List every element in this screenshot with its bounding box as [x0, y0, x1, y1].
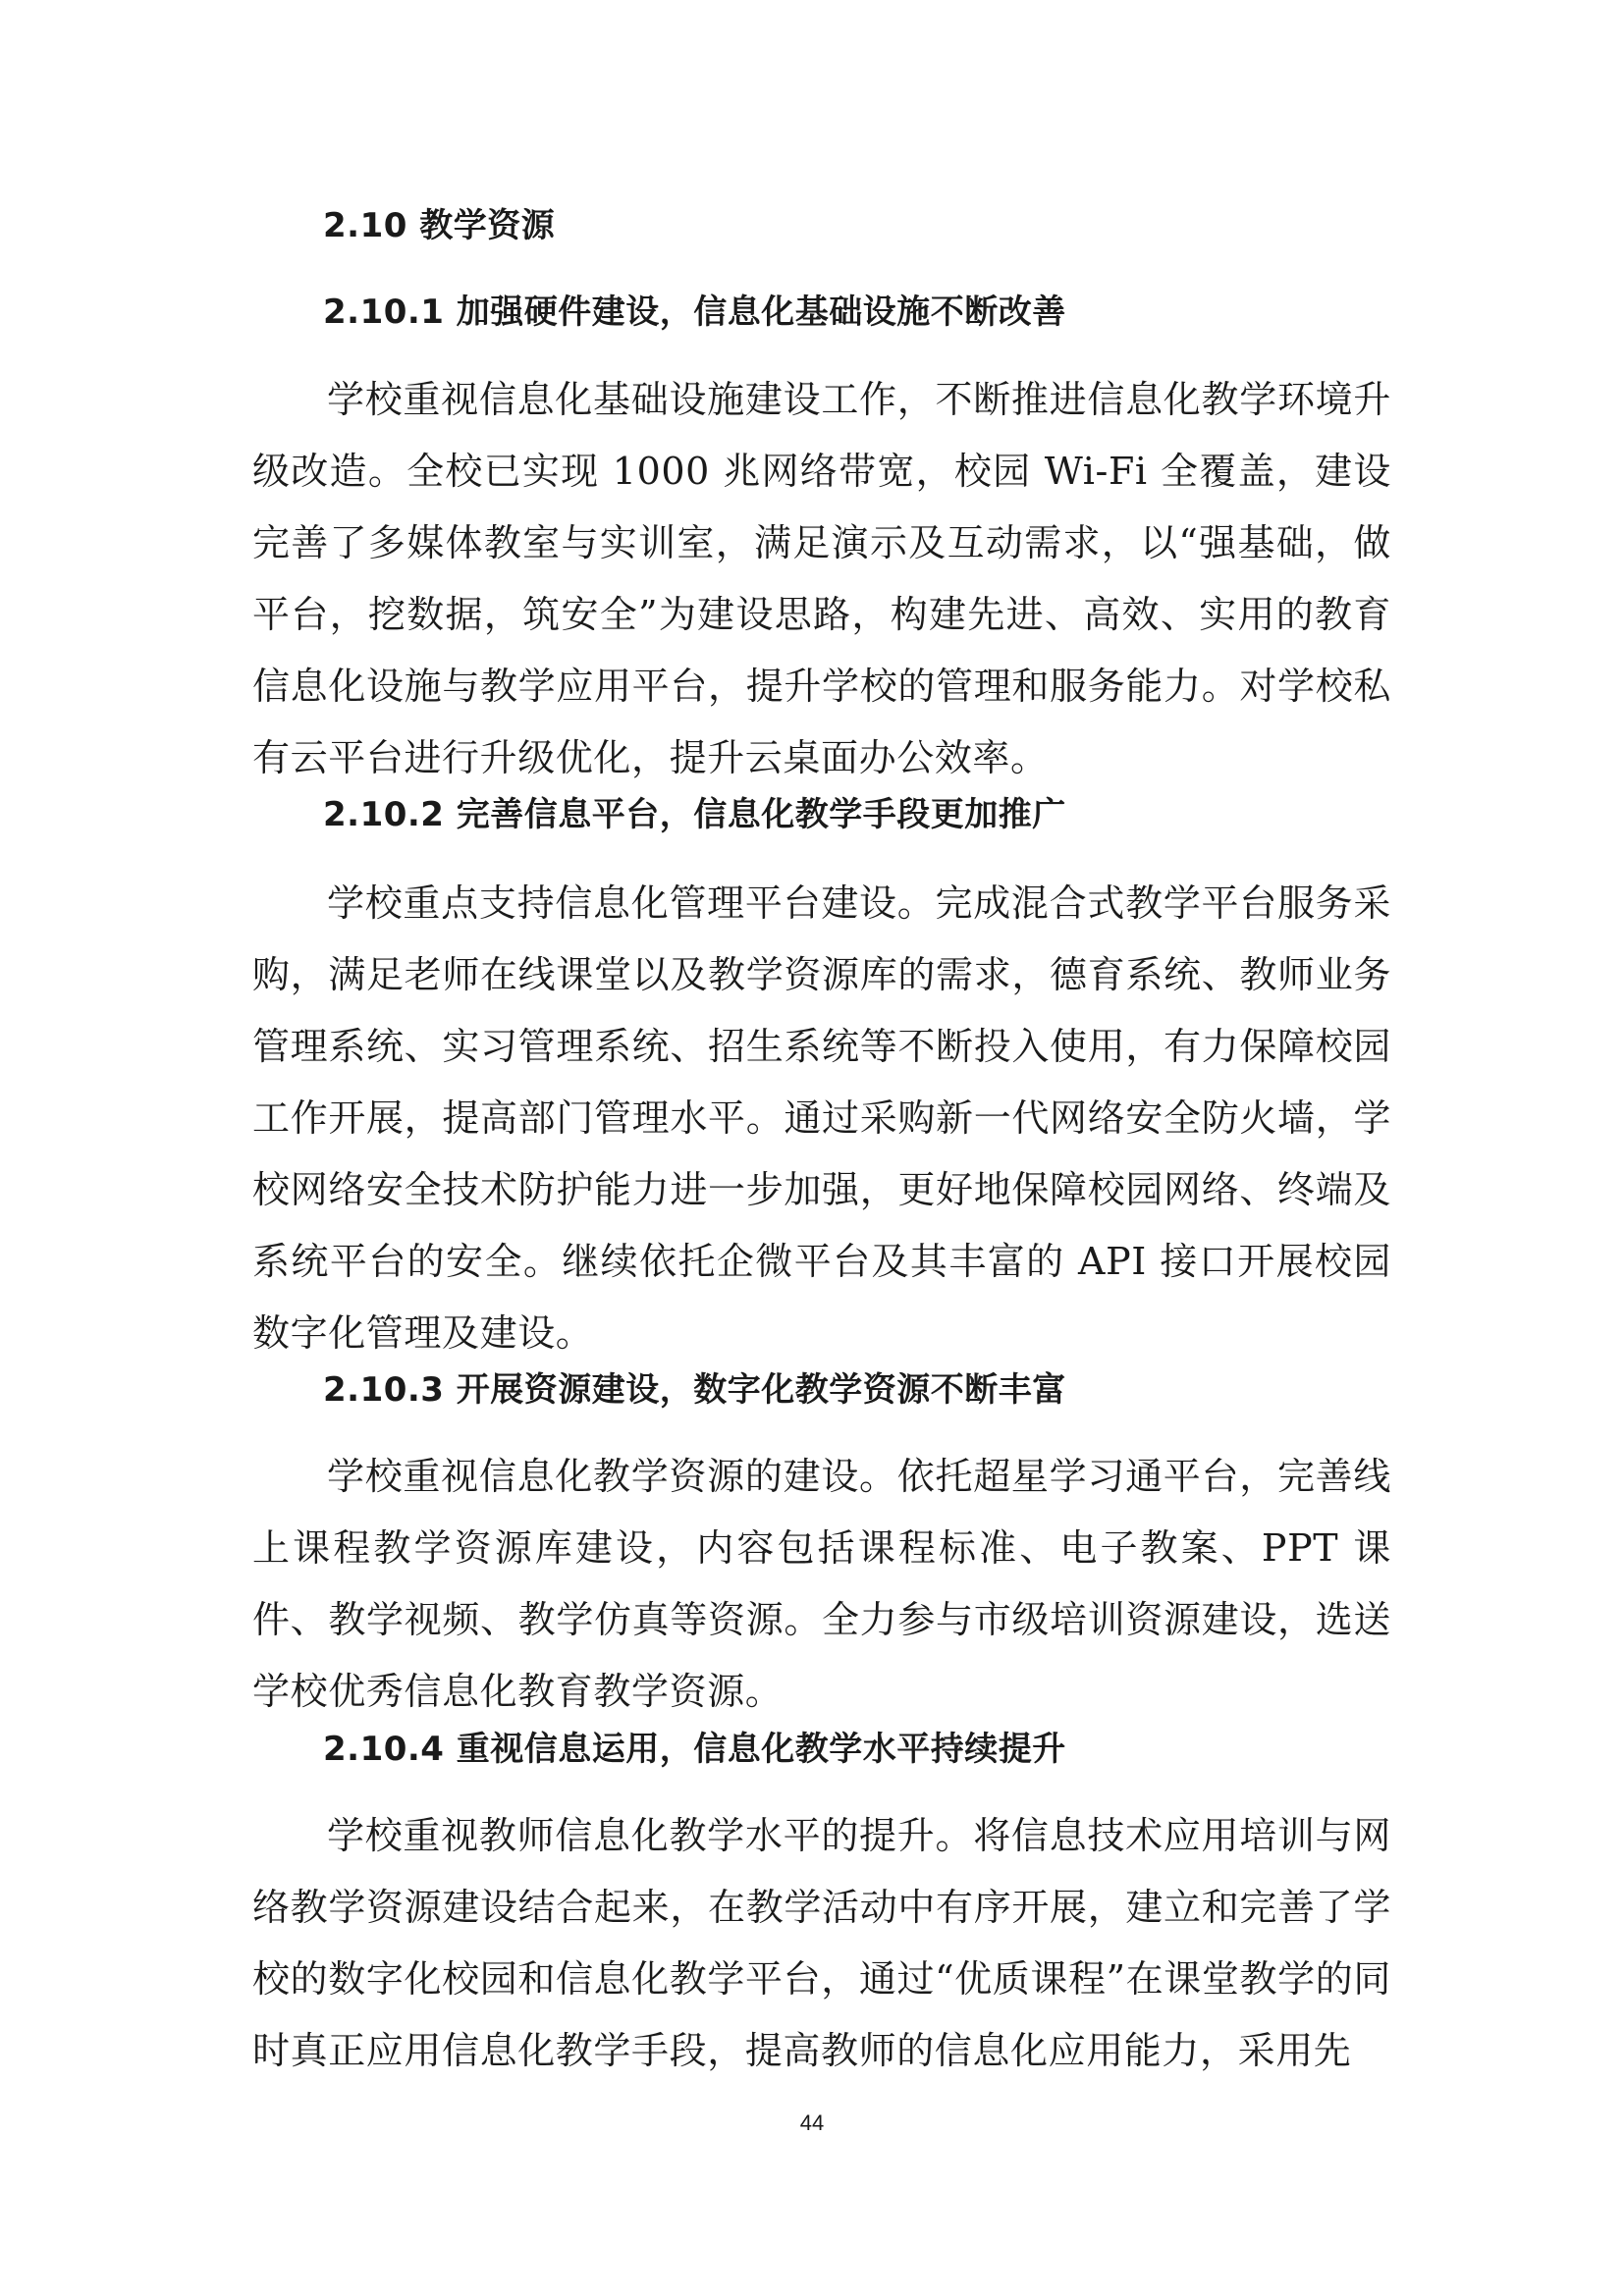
section-title: 2.10 教学资源 — [323, 206, 556, 245]
subsection-title-2: 2.10.2 完善信息平台，信息化教学手段更加推广 — [323, 795, 1066, 834]
subsection-title-3: 2.10.3 开展资源建设，数字化教学资源不断丰富 — [323, 1370, 1066, 1410]
subsection-title-4: 2.10.4 重视信息运用，信息化教学水平持续提升 — [323, 1730, 1066, 1769]
paragraph-3: 学校重视信息化教学资源的建设。依托超星学习通平台，完善线上课程教学资源库建设，内容包括课程标准、电子教案、PPT 课件、教学视频、教学仿真等资源。全力参与市级培训资源建设，选送学校优秀信息化教育教学资源。 — [252, 1455, 1391, 1713]
page-number: 44 — [799, 2110, 825, 2135]
paragraph-2: 学校重点支持信息化管理平台建设。完成混合式教学平台服务采购，满足老师在线课堂以及教学资源库的需求，德育系统、教师业务管理系统、实习管理系统、招生系统等不断投入使用，有力保障校园工作开展，提高部门管理水平。通过采购新一代网络安全防火墙，学校网络安全技术防护能力进一步加强，更好地保障校园网络、终端及系统平台的安全。继续依托企微平台及其丰富的 API 接口开展校园数字化管理及建设。 — [252, 881, 1391, 1355]
paragraph-4: 学校重视教师信息化教学水平的提升。将信息技术应用培训与网络教学资源建设结合起来，在教学活动中有序开展，建立和完善了学校的数字化校园和信息化教学平台，通过“优质课程”在课堂教学的同时真正应用信息化教学手段，提高教师的信息化应用能力，采用先 — [252, 1814, 1391, 2072]
paragraph-1: 学校重视信息化基础设施建设工作，不断推进信息化教学环境升级改造。全校已实现 1000 兆网络带宽，校园 Wi-Fi 全覆盖，建设完善了多媒体教室与实训室，满足演示及互动需求，以“强基础，做平台，挖数据，筑安全”为建设思路，构建先进、高效、实用的教育信息化设施与教学应用平台，提升学校的管理和服务能力。对学校私有云平台进行升级优化，提升云桌面办公效率。 — [252, 378, 1391, 779]
subsection-title-1: 2.10.1 加强硬件建设，信息化基础设施不断改善 — [323, 293, 1066, 332]
